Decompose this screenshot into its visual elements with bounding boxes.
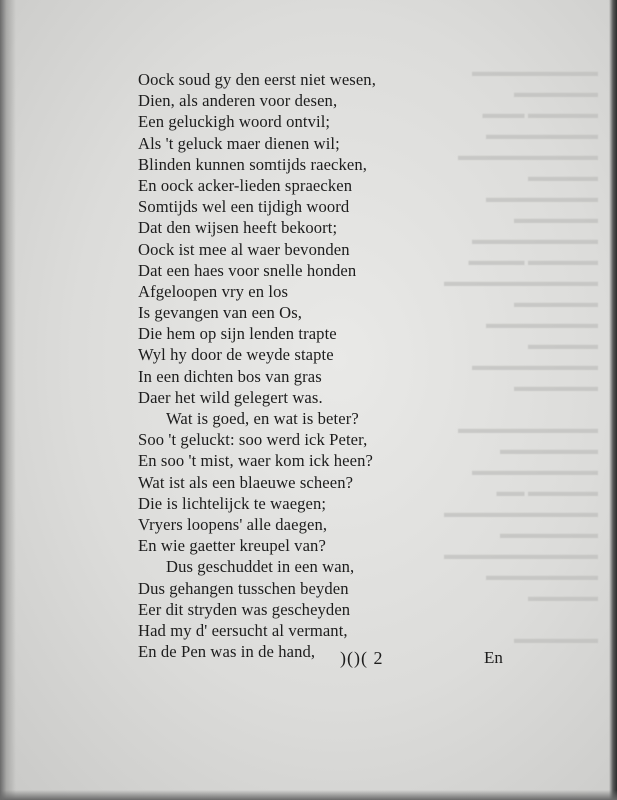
poem-line: Had my d' eersucht al vermant, [138, 620, 348, 640]
poem-line: Wat is goed, en wat is beter? [166, 409, 359, 428]
poem-line: Wyl hy door de weyde stapte [138, 345, 334, 365]
poem-line: Blinden kunnen somtijds raecken, [138, 154, 368, 174]
catchword: En [484, 648, 503, 667]
poem-line: Daer het wild gelegert was. [138, 387, 323, 407]
poem-line: Vryers loopens' alle daegen, [138, 514, 328, 534]
poem-line: En wie gaetter kreupel van? [138, 536, 326, 556]
poem-text [138, 69, 458, 662]
poem-line: Afgeloopen vry en los [138, 281, 289, 301]
poem-line: Dien, als anderen voor desen, [138, 91, 338, 111]
poem-line: En de Pen was in de hand, [138, 642, 316, 662]
poem-line: In een dichten bos van gras [138, 366, 322, 386]
page-edge-bottom [0, 790, 617, 800]
poem-line: Somtijds wel een tijdigh woord [138, 197, 350, 217]
poem-line: Dus geschuddet in een wan, [166, 557, 355, 577]
poem-line: Soo 't geluckt: soo werd ick Peter, [138, 430, 368, 450]
poem-line: En soo 't mist, waer kom ick heen? [138, 451, 373, 471]
poem-line: Is gevangen van een Os, [138, 303, 303, 323]
poem-line: Eer dit stryden was gescheyden [138, 599, 351, 619]
poem-line: En oock acker-lieden spraecken [138, 175, 353, 195]
page-edge-right [609, 0, 617, 800]
signature-mark: )()( 2 [340, 648, 384, 668]
poem-line: Wat ist als een blaeuwe scheen? [138, 472, 354, 492]
poem-line: Die hem op sijn lenden trapte [138, 324, 337, 344]
poem-line: Oock soud gy den eerst niet wesen, [138, 70, 376, 89]
poem-line: Die is lichtelijck te waegen; [138, 493, 327, 513]
bleed-through-texture: ▬▬▬▬▬▬▬▬▬ ▬▬▬▬▬▬ ▬▬▬▬▬ ▬▬▬ ▬▬▬▬▬▬▬▬ ▬▬▬▬▬▬▬▬▬▬ ▬▬▬▬▬ ▬▬▬▬▬▬▬▬ ▬▬▬▬▬▬ ▬▬▬▬▬▬▬▬▬ ▬▬▬▬▬ ▬▬▬▬ ▬▬▬▬▬▬▬▬▬▬▬ ▬▬▬▬▬▬ ▬▬▬▬▬▬▬▬ ▬▬▬▬▬ ▬▬▬▬▬▬▬▬▬ ▬▬▬▬▬▬ ▬▬▬▬▬▬▬▬▬▬ ▬▬▬▬▬▬▬ ▬▬▬▬▬▬▬▬▬ ▬▬▬▬▬ ▬▬ ▬▬▬▬▬▬▬▬▬▬▬ ▬▬▬▬▬▬▬ ▬▬▬▬▬▬▬▬▬▬▬ ▬▬▬▬▬▬▬▬ ▬▬▬▬▬ ▬▬▬▬▬▬ [444, 65, 598, 647]
poem-line: Dat een haes voor snelle honden [138, 260, 357, 280]
poem-line: Dat den wijsen heeft bekoort; [138, 218, 338, 238]
poem-line: Als 't geluck maer dienen wil; [138, 133, 340, 153]
spine-shadow [0, 0, 16, 800]
poem-line: Een geluckigh woord ontvil; [138, 112, 331, 132]
poem-line: Dus gehangen tusschen beyden [138, 578, 349, 598]
poem-line: Oock ist mee al waer bevonden [138, 239, 350, 259]
